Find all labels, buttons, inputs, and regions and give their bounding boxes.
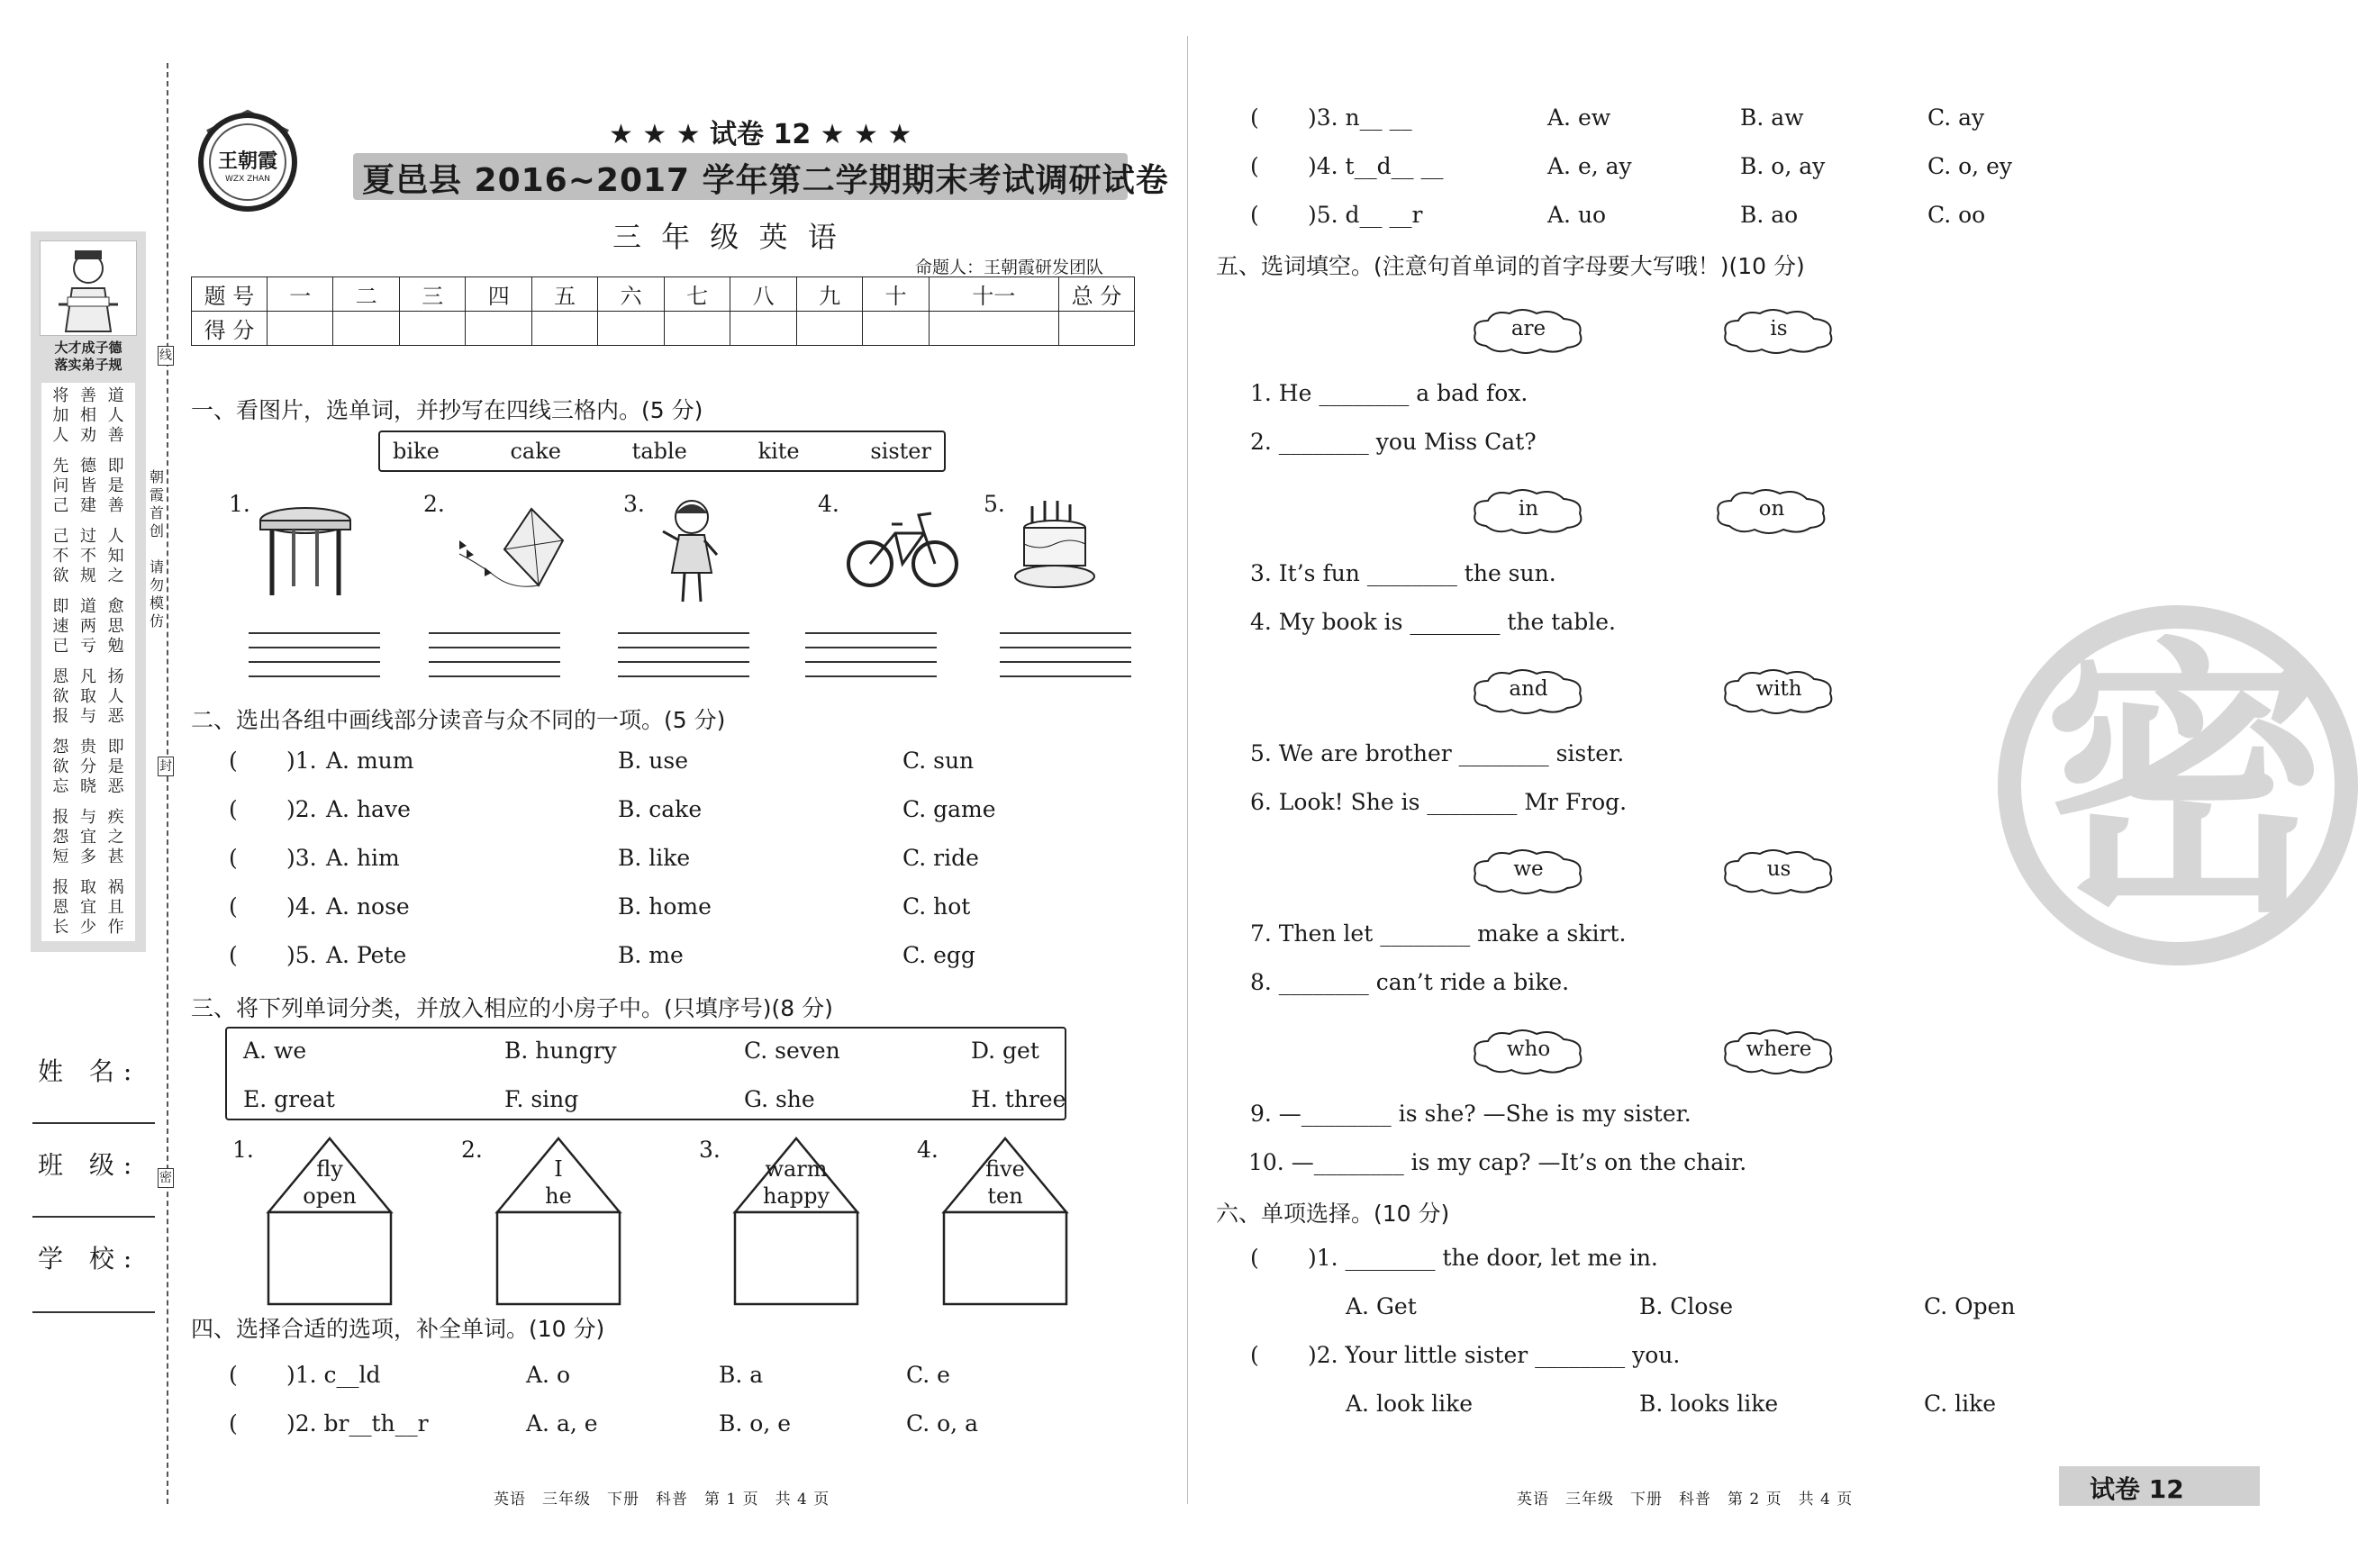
writing-lines-5[interactable] <box>1000 632 1131 690</box>
poem-char: 与 <box>79 707 96 726</box>
poem-char: 之 <box>107 828 124 847</box>
sort-word: G. she <box>744 1086 815 1112</box>
score-header-cell: 九 <box>796 277 862 312</box>
sort-word: E. great <box>243 1086 335 1112</box>
option-a[interactable]: A. a, e <box>526 1410 598 1437</box>
score-input-cell[interactable] <box>531 312 597 346</box>
cloud-word: us <box>1766 857 1791 881</box>
option-a[interactable]: A. nose <box>326 893 410 920</box>
poem-char: 宜 <box>79 828 96 847</box>
scholar-illustration <box>40 240 137 336</box>
answer-paren[interactable]: ( <box>1250 202 1259 228</box>
poem-char: 速 <box>52 617 69 636</box>
score-table <box>191 276 1135 346</box>
question-word: )4. t__d__ __ <box>1308 153 1444 179</box>
poem-char: 宜 <box>79 898 96 917</box>
answer-paren[interactable]: ( <box>229 893 238 920</box>
score-input-cell[interactable] <box>664 312 730 346</box>
poem-char: 人 <box>107 527 124 546</box>
binding-line <box>167 63 168 1504</box>
option-a[interactable]: A. have <box>326 796 411 822</box>
score-header-cell: 一 <box>268 277 333 312</box>
poem-char: 即 <box>52 597 69 616</box>
house-word-1: five <box>985 1156 1025 1182</box>
fill-blank-sentence[interactable]: 8. ________ can’t ride a bike. <box>1250 969 1570 995</box>
score-input-cell[interactable] <box>796 312 862 346</box>
poem-group8 <box>47 878 130 938</box>
option-b[interactable]: B. Close <box>1639 1293 1734 1319</box>
word-sister: sister <box>870 439 931 464</box>
option-c[interactable]: C. hot <box>902 893 971 920</box>
poem-char: 不 <box>52 547 69 566</box>
score-header-cell: 四 <box>466 277 531 312</box>
option-b[interactable]: B. o, ay <box>1740 153 1826 179</box>
score-header-cell: 总 分 <box>1059 277 1135 312</box>
option-b[interactable]: B. like <box>618 845 691 871</box>
subject-title: 三 年 级 英 语 <box>612 220 842 254</box>
option-b[interactable]: B. ao <box>1740 202 1799 228</box>
sort-word: H. three <box>971 1086 1066 1112</box>
poem-char: 先 <box>52 457 69 476</box>
word-kite: kite <box>757 439 800 464</box>
cloud-word: on <box>1758 497 1785 521</box>
answer-paren[interactable]: ( <box>229 796 238 822</box>
kite-image <box>441 504 567 594</box>
poem-char: 长 <box>52 918 69 937</box>
bike-image <box>847 501 958 591</box>
fill-blank-sentence[interactable]: 5. We are brother ________ sister. <box>1250 740 1625 766</box>
class-label: 班 级: <box>38 1150 141 1180</box>
option-c[interactable]: C. ride <box>902 845 979 871</box>
poem-char: 甚 <box>107 847 124 866</box>
house-num: 2. <box>461 1137 483 1163</box>
poem-char: 扬 <box>107 667 124 686</box>
poem-char: 加 <box>52 406 69 425</box>
poem-char: 思 <box>107 617 124 636</box>
score-input-cell[interactable] <box>333 312 399 346</box>
exam-badge: ★ ★ ★ 试卷 12 ★ ★ ★ <box>609 119 912 150</box>
option-a[interactable]: A. him <box>326 845 400 871</box>
fill-blank-sentence[interactable]: 9. —________ is she? —She is my sister. <box>1250 1101 1691 1127</box>
answer-paren[interactable]: ( <box>1250 153 1259 179</box>
poem-char: 勉 <box>107 637 124 656</box>
poem-group3 <box>47 527 130 586</box>
poem-char: 规 <box>79 566 96 585</box>
brand-logo: 王朝霞 WZX ZHAN <box>180 104 315 213</box>
option-a[interactable]: A. look like <box>1346 1391 1474 1417</box>
motto: 大才成子德 落实弟子规 <box>54 340 122 373</box>
score-label-cell: 得 分 <box>192 312 268 346</box>
house-num: 1. <box>232 1137 254 1163</box>
poem-char: 取 <box>79 687 96 706</box>
option-a[interactable]: A. Get <box>1346 1293 1417 1319</box>
poem-char: 是 <box>107 476 124 495</box>
house-word-2: ten <box>987 1183 1023 1209</box>
poem-char: 知 <box>107 547 124 566</box>
pic-num-1: 1. <box>229 491 250 517</box>
poem-char: 与 <box>79 808 96 827</box>
score-header-cell: 六 <box>598 277 664 312</box>
fill-blank-sentence[interactable]: 1. He ________ a bad fox. <box>1250 380 1528 406</box>
section-2-heading: 二、选出各组中画线部分读音与众不同的一项。(5 分) <box>191 707 726 733</box>
di-zi-gui-poem <box>41 383 135 941</box>
cloud-word: in <box>1518 497 1539 521</box>
option-b[interactable]: B. use <box>618 748 688 774</box>
score-header-cell: 二 <box>333 277 399 312</box>
poem-char: 欲 <box>52 687 69 706</box>
writing-lines-1[interactable] <box>249 632 380 690</box>
poem-char: 即 <box>107 457 124 476</box>
vertical-note-1: 朝霞首创 <box>149 468 164 539</box>
poem-char: 道 <box>79 597 96 616</box>
poem-char: 报 <box>52 878 69 897</box>
footer-page-1: 英语 三年级 下册 科普 第 1 页 共 4 页 <box>494 1491 830 1509</box>
question-num: )4. <box>286 893 317 920</box>
option-b[interactable]: B. o, e <box>719 1410 792 1437</box>
answer-paren[interactable]: ( <box>1250 104 1259 131</box>
fill-blank-sentence[interactable]: 10. —________ is my cap? —It’s on the chair. <box>1248 1149 1747 1175</box>
score-header-cell: 七 <box>664 277 730 312</box>
poem-group6 <box>47 738 130 797</box>
cloud-word: where <box>1746 1038 1812 1061</box>
word-bank-3 <box>225 1027 1066 1120</box>
score-input-cell[interactable] <box>268 312 333 346</box>
option-a[interactable]: A. Pete <box>326 942 407 968</box>
option-c[interactable]: C. oo <box>1927 202 1986 228</box>
poem-char: 相 <box>79 406 96 425</box>
sort-word: D. get <box>971 1038 1039 1064</box>
sort-word: A. we <box>243 1038 307 1064</box>
score-input-cell[interactable] <box>929 312 1058 346</box>
house-word-1: I <box>554 1156 563 1182</box>
poem-char: 恩 <box>52 667 69 686</box>
option-b[interactable]: B. aw <box>1740 104 1804 131</box>
question-word: )1. c__ld <box>286 1362 381 1388</box>
poem-char: 恶 <box>107 777 124 796</box>
score-input-cell[interactable] <box>598 312 664 346</box>
poem-char: 祸 <box>107 878 124 897</box>
score-input-cell[interactable] <box>863 312 929 346</box>
poem-char: 人 <box>107 687 124 706</box>
cloud-word: with <box>1755 677 1802 701</box>
score-header-cell: 八 <box>730 277 796 312</box>
school-label: 学 校: <box>38 1244 141 1273</box>
poem-char: 道 <box>107 386 124 405</box>
cloud-word: are <box>1510 317 1546 340</box>
poem-char: 多 <box>79 847 96 866</box>
house-word-1: warm <box>765 1156 828 1182</box>
option-c[interactable]: C. game <box>902 796 996 822</box>
poem-char: 德 <box>79 457 96 476</box>
seal-mark-feng: 封 <box>158 757 174 776</box>
score-input-cell[interactable] <box>730 312 796 346</box>
poem-char: 人 <box>52 426 69 445</box>
poem-group2 <box>47 457 130 516</box>
section-5-heading: 五、选词填空。(注意句首单词的首字母要大写哦！)(10 分) <box>1216 253 1805 279</box>
house-num: 4. <box>917 1137 939 1163</box>
option-c[interactable]: C. o, ey <box>1927 153 2012 179</box>
poem-char: 即 <box>107 738 124 757</box>
poem-char: 恶 <box>107 707 124 726</box>
poem-char: 皆 <box>79 476 96 495</box>
cloud-word: who <box>1506 1038 1551 1061</box>
poem-char: 少 <box>79 918 96 937</box>
option-c[interactable]: C. egg <box>902 942 975 968</box>
poem-char: 怨 <box>52 828 69 847</box>
poem-char: 劝 <box>79 426 96 445</box>
writing-lines-3[interactable] <box>618 632 749 690</box>
poem-char: 报 <box>52 707 69 726</box>
vertical-note-2: 请勿模仿 <box>149 558 164 630</box>
answer-paren[interactable]: ( <box>229 1362 238 1388</box>
poem-char: 短 <box>52 847 69 866</box>
option-a[interactable]: A. o <box>526 1362 570 1388</box>
class-field[interactable] <box>32 1216 155 1218</box>
question-num: )1. <box>286 748 317 774</box>
house-word-2: open <box>303 1183 357 1209</box>
poem-char: 过 <box>79 527 96 546</box>
poem-char: 人 <box>107 406 124 425</box>
sort-word: C. seven <box>744 1038 840 1064</box>
word-table: table <box>631 439 687 464</box>
score-input-cell[interactable] <box>466 312 531 346</box>
writing-lines-4[interactable] <box>805 632 937 690</box>
cloud-word: is <box>1770 317 1788 340</box>
poem-char: 亏 <box>79 637 96 656</box>
score-input-cell[interactable] <box>399 312 465 346</box>
house-word-2: he <box>545 1183 572 1209</box>
question-word: )5. d__ __r <box>1308 202 1423 228</box>
pic-num-3: 3. <box>623 491 645 517</box>
poem-char: 晓 <box>79 777 96 796</box>
option-c[interactable]: C. sun <box>902 748 975 774</box>
poem-char: 恩 <box>52 898 69 917</box>
option-b[interactable]: B. me <box>618 942 684 968</box>
name-label: 姓 名: <box>38 1056 141 1086</box>
option-a[interactable]: A. uo <box>1547 202 1607 228</box>
cloud-word: we <box>1513 857 1544 881</box>
option-b[interactable]: B. a <box>719 1362 764 1388</box>
poem-char: 取 <box>79 878 96 897</box>
poem-char: 且 <box>107 898 124 917</box>
page-divider <box>1187 36 1188 1504</box>
fill-blank-sentence[interactable]: 4. My book is ________ the table. <box>1250 609 1616 635</box>
poem-char: 之 <box>107 566 124 585</box>
poem-char: 忘 <box>52 777 69 796</box>
poem-char: 欲 <box>52 757 69 776</box>
poem-char: 建 <box>79 496 96 515</box>
author-line: 命题人：王朝霞研发团队 <box>915 258 1104 277</box>
word-bank-1 <box>378 431 946 472</box>
section-1-heading: 一、看图片，选单词，并抄写在四线三格内。(5 分) <box>191 397 703 423</box>
answer-paren[interactable]: ( <box>1250 1245 1259 1271</box>
option-c[interactable]: C. like <box>1924 1391 1997 1417</box>
page-title: 夏邑县 2016~2017 学年第二学期期末考试调研试卷 <box>362 162 1169 199</box>
poem-group5 <box>47 667 130 727</box>
fill-blank-sentence[interactable]: 2. ________ you Miss Cat? <box>1250 429 1537 455</box>
cake-image <box>1014 497 1095 594</box>
answer-paren[interactable]: ( <box>229 845 238 871</box>
score-header-cell: 十一 <box>929 277 1058 312</box>
name-field[interactable] <box>32 1122 155 1124</box>
house-word-1: fly <box>316 1156 343 1182</box>
option-c[interactable]: C. o, a <box>906 1410 978 1437</box>
seal-mark-xian: 线 <box>158 346 174 366</box>
fill-blank-sentence[interactable]: 7. Then let ________ make a skirt. <box>1250 920 1627 947</box>
poem-char: 两 <box>79 617 96 636</box>
poem-char: 愈 <box>107 597 124 616</box>
stamp-character: 密 <box>2043 616 2331 951</box>
question-text: )1. ________ the door, let me in. <box>1308 1245 1658 1271</box>
pic-num-5: 5. <box>984 491 1005 517</box>
poem-char: 问 <box>52 476 69 495</box>
option-c[interactable]: C. Open <box>1924 1293 2016 1319</box>
table-image <box>256 501 355 602</box>
poem-char: 凡 <box>79 667 96 686</box>
house-num: 3. <box>699 1137 721 1163</box>
footer-page-2: 英语 三年级 下册 科普 第 2 页 共 4 页 <box>1517 1491 1854 1509</box>
poem-char: 己 <box>52 527 69 546</box>
score-header-cell: 十 <box>863 277 929 312</box>
question-word: )3. n__ __ <box>1308 104 1412 131</box>
poem-char: 是 <box>107 757 124 776</box>
option-a[interactable]: A. ew <box>1547 104 1611 131</box>
poem-char: 怨 <box>52 738 69 757</box>
section-3-heading: 三、将下列单词分类，并放入相应的小房子中。(只填序号)(8 分) <box>191 995 833 1021</box>
answer-paren[interactable]: ( <box>229 748 238 774</box>
poem-char: 疾 <box>107 808 124 827</box>
score-header-cell: 题 号 <box>192 277 268 312</box>
sort-word: F. sing <box>504 1086 579 1112</box>
section-6-heading: 六、单项选择。(10 分) <box>1216 1201 1450 1227</box>
poem-char: 善 <box>107 426 124 445</box>
poem-group7 <box>47 808 130 867</box>
poem-char: 已 <box>52 637 69 656</box>
word-bike: bike <box>393 439 440 464</box>
score-header-cell: 三 <box>399 277 465 312</box>
poem-char: 己 <box>52 496 69 515</box>
seal-mark-mi: 密 <box>158 1168 174 1188</box>
fill-blank-sentence[interactable]: 6. Look! She is ________ Mr Frog. <box>1250 789 1628 815</box>
poem-char: 善 <box>79 386 96 405</box>
option-a[interactable]: A. mum <box>326 748 414 774</box>
option-a[interactable]: A. e, ay <box>1547 153 1632 179</box>
option-b[interactable]: B. looks like <box>1639 1391 1779 1417</box>
poem-group1 <box>47 386 130 446</box>
girl-image <box>656 495 728 607</box>
cloud-word: and <box>1509 677 1548 701</box>
school-field[interactable] <box>32 1311 155 1313</box>
poem-char: 作 <box>107 918 124 937</box>
answer-paren[interactable]: ( <box>229 942 238 968</box>
poem-char: 将 <box>52 386 69 405</box>
answer-paren[interactable]: ( <box>229 1410 238 1437</box>
option-c[interactable]: C. e <box>906 1362 950 1388</box>
question-num: )3. <box>286 845 317 871</box>
poem-char: 报 <box>52 808 69 827</box>
corner-label: 试卷 12 <box>2090 1474 2184 1504</box>
poem-char: 不 <box>79 547 96 566</box>
question-num: )5. <box>286 942 317 968</box>
poem-group4 <box>47 597 130 657</box>
question-word: )2. br__th__r <box>286 1410 429 1437</box>
option-b[interactable]: B. home <box>618 893 712 920</box>
score-input-cell[interactable] <box>1059 312 1135 346</box>
question-num: )2. <box>286 796 317 822</box>
section-4-heading: 四、选择合适的选项，补全单词。(10 分) <box>191 1316 605 1342</box>
option-b[interactable]: B. cake <box>618 796 703 822</box>
side-decoration-strip <box>31 231 146 952</box>
house-word-2: happy <box>762 1183 830 1209</box>
poem-char: 贵 <box>79 738 96 757</box>
poem-char: 欲 <box>52 566 69 585</box>
poem-char: 分 <box>79 757 96 776</box>
pic-num-4: 4. <box>818 491 839 517</box>
answer-paren[interactable]: ( <box>1250 1342 1259 1368</box>
word-cake: cake <box>510 439 561 464</box>
poem-char: 善 <box>107 496 124 515</box>
option-c[interactable]: C. ay <box>1927 104 1985 131</box>
question-text: )2. Your little sister ________ you. <box>1308 1342 1681 1368</box>
score-header-cell: 五 <box>531 277 597 312</box>
fill-blank-sentence[interactable]: 3. It’s fun ________ the sun. <box>1250 560 1556 586</box>
sort-word: B. hungry <box>504 1038 617 1064</box>
pic-num-2: 2. <box>423 491 445 517</box>
writing-lines-2[interactable] <box>429 632 560 690</box>
